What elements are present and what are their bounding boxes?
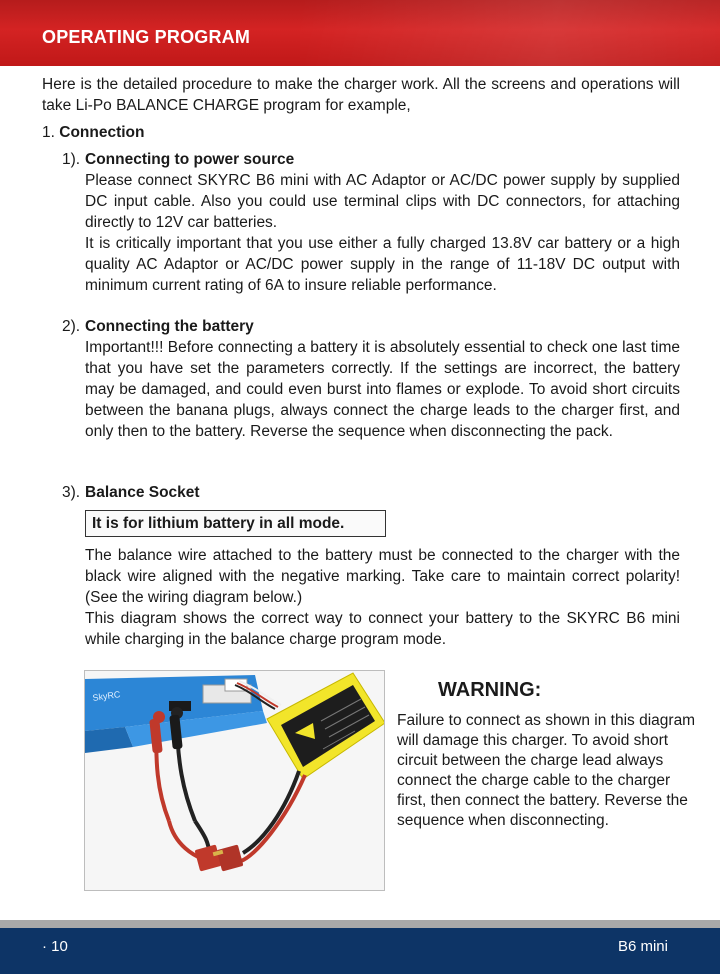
wiring-diagram-photo: [84, 670, 385, 891]
footer-divider: [0, 920, 720, 928]
page-header: [0, 0, 720, 66]
section-title: Connection: [59, 124, 145, 141]
section-number: 1.: [42, 124, 55, 141]
footer-brand: B6 mini: [617, 938, 668, 955]
item-3-paragraph-2: This diagram shows the correct way to connect your battery to the SKYRC B6 mini while charging in the balance charge program mode.: [85, 610, 680, 648]
page-footer: [0, 928, 720, 974]
item-3-title: Balance Socket: [85, 484, 200, 501]
warning-title: WARNING:: [438, 679, 542, 701]
item-1-number: 1).: [62, 151, 81, 168]
charger-battery-illustration: [85, 671, 385, 891]
warning-text: Failure to connect as shown in this diagram will damage this charger. To avoid short circuit between the charge lead always connect the charge cable to the charger first, then connect the battery. Reverse the sequence when disconnecting.: [397, 712, 696, 829]
item-1-paragraph-1: Please connect SKYRC B6 mini with AC Adaptor or AC/DC power supply by supplied DC input cable. Also you could use terminal clips with DC connectors, for attaching directly to 12V car batteries.: [85, 172, 680, 231]
page-title: OPERATING PROGRAM: [42, 27, 251, 47]
item-3-number: 3).: [62, 484, 81, 501]
header-shine: [300, 0, 720, 66]
item-2-paragraph-1: Important!!! Before connecting a battery it is absolutely essential to check one last time that you have set the parameters correctly. If the settings are incorrect, the battery may be damaged, and could even burst into flames or explode. To avoid short circuits between the banana plugs, always connect the charge leads to the charger first, and only then to the battery. Reverse the sequence when disconnecting the pack.: [85, 339, 680, 440]
item-1-paragraph-2: It is critically important that you use either a fully charged 13.8V car battery or a high quality AC Adaptor or AC/DC power supply in the range of 11-18V DC output with minimum current rating of 6A to insure reliable performance.: [85, 235, 680, 294]
svg-text:SkyRC: SkyRC: [91, 689, 122, 703]
lithium-callout-box: It is for lithium battery in all mode.: [85, 510, 386, 537]
item-3-paragraph-1: The balance wire attached to the battery must be connected to the charger with the black wire aligned with the negative marking. Take care to maintain correct polarity! (See the wiring diagram below.): [85, 547, 680, 606]
item-2-title: Connecting the battery: [85, 318, 254, 335]
item-2-number: 2).: [62, 318, 81, 335]
section-heading: [42, 122, 145, 143]
intro-paragraph: Here is the detailed procedure to make the charger work. All the screens and operations will take Li-Po BALANCE CHARGE program for example,: [42, 76, 680, 114]
item-1-title: Connecting to power source: [85, 151, 295, 168]
page-number: · 10: [42, 938, 68, 955]
